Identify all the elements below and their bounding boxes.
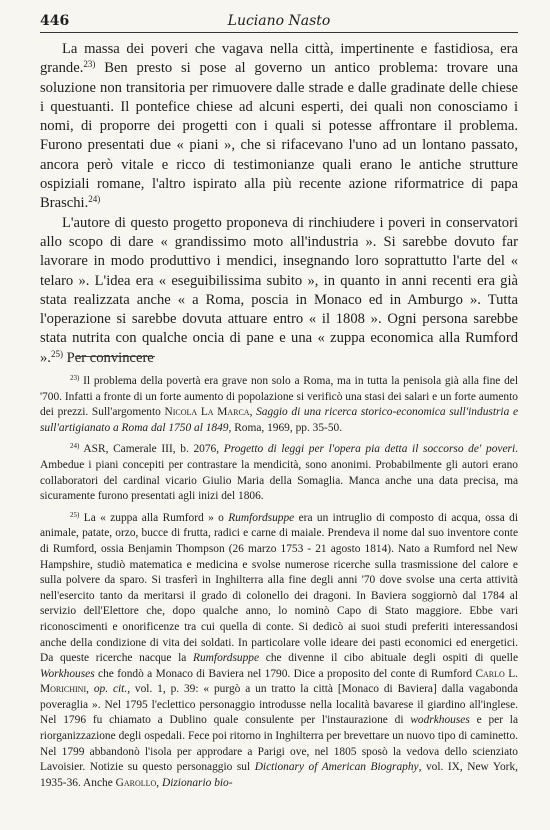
term: wodrkhouses xyxy=(410,714,470,727)
text-run: , xyxy=(86,683,94,696)
book-title: Saggio di una ricerca storico-economica sull'industria e sull'artigianato a Roma dal 1750 al 1849 xyxy=(40,406,519,434)
footnote-25 xyxy=(40,511,518,792)
text-run: . Ambedue i piani concepiti per contrastare la mendicità, sono anonimi. Probabilmente gli autori erano collaboratori del cardinal vicario Giulio Maria della Somaglia. Manca anche una data precisa, ma sicuramente furono presentati agli inizi del 1806. xyxy=(40,443,518,503)
text-run: , xyxy=(156,776,162,789)
text-run: Per convincere xyxy=(63,349,154,366)
text-run: Ben presto si pose al governo un antico problema: trovare una soluzione non transitoria per rimuovere dalle strade e dalle gradinate delle chiese i questuanti. Il pontefice chiese ad alcuni esperti, dei quali non conosciamo i nomi, di proporre dei progetti con i quali si potesse affrontare il problema. Furono presentati due « piani », che si rifacevano l'uno ad un lontano passato, ancora però vitale e ricco di testimonianze quali erano le antiche strutture ospiziali romane, l'altro ispirato alla più recente azione riformatrice di papa Braschi. xyxy=(40,60,518,212)
author-name: Garollo xyxy=(115,776,157,789)
author-name: Nicola La Marca xyxy=(164,406,250,419)
paragraph xyxy=(40,214,518,368)
text-run: , xyxy=(249,406,257,419)
text-run: La « zuppa alla Rumford » o xyxy=(79,511,229,524)
book-title: Dizionario bio- xyxy=(161,776,233,789)
text-run: , Roma, 1969, pp. 35-50. xyxy=(228,421,343,434)
footnote-number: 24) xyxy=(70,442,80,451)
text-run: Il problema della povertà era grave non solo a Roma, ma in tutta la penisola già alla fine del '700. Infatti a fronte di un forte aumento di popolazione si verificò una stasi dei salari e un forte aumento dei prezzi. Sull'argomento xyxy=(40,375,518,419)
book-title: Dictionary of American Biography xyxy=(254,761,419,774)
footnote-ref: 23) xyxy=(83,59,96,70)
term: Rumfordsuppe xyxy=(193,652,260,665)
main-text xyxy=(40,40,518,368)
footnote-23 xyxy=(40,374,518,436)
footnotes xyxy=(40,374,518,797)
running-title: Luciano Nasto xyxy=(227,13,331,29)
term: Workhouses xyxy=(40,667,95,680)
text-run: ASR, Camerale III, b. 2076, xyxy=(79,443,224,456)
text-run: , vol. IX, New York, 1935-36. Anche xyxy=(40,761,518,789)
paragraph xyxy=(40,40,518,214)
footnote-separator xyxy=(75,356,155,357)
text-run: e per la riorganizzazione degli ospedali. Fece poi ritorno in Inghilterra per brevettare un nuovo tipo di caminetto. Nel 1799 abbandonò l'isola per approdare a Parigi ove, nel 1805 sposò la vedova dello scienziato Lavoisier. Notizie su questo personaggio sul xyxy=(40,714,518,774)
document-title: Progetto di leggi per l'opera pia detta il soccorso de' poveri xyxy=(223,443,516,456)
page-number: 446 xyxy=(40,13,70,29)
footnote-number: 23) xyxy=(70,374,80,383)
footnote-ref: 24) xyxy=(88,194,101,205)
footnote-ref: 25) xyxy=(50,348,64,359)
citation: op. cit. xyxy=(93,683,128,696)
text-run: era un intruglio di composto di acqua, ossa di animale, patate, orzo, bucce di frutta, radici e carne di maiale. Prendeva il nome dal suo inventore conte di Rumford, ossia Benjamin Thompson (26 marzo 1753 - 21 agosto 1814). Nato a Rumford nel New Hampshire, studiò matematica e medicina e svolse numerose ricerche sulla trasmissione del calore e sulla polvere da sparo. Si trasferì in Inghilterra alla fine degli anni '70 dove svolse una certa attività nell'esercito tanto da meritarsi il grado di colonello dei dragoni. In Baviera soggiornò dal 1784 al servizio dell'Elettore che, dopo qualche anno, lo nominò Capo di Stato maggiore. Ebbe vari riconoscimenti e onorificenze tra cui quella di conte. Si dedicò ai suoi studi preferiti interessandosi anche della condizione di vita dei soldati. In particolare volle ideare dei pasti economici ed energetici. Da queste ricerche nacque la xyxy=(40,511,518,665)
term: Rumfordsuppe xyxy=(228,511,295,524)
text-run: che fondò a Monaco di Baviera nel 1790. Dice a proposito del conte di Rumford xyxy=(94,667,476,680)
page-header xyxy=(40,10,518,33)
text-run: che divenne il cibo abituale degli ospiti di quelle xyxy=(259,652,518,665)
footnote-24 xyxy=(40,442,518,504)
text-run: L'autore di questo progetto proponeva di rinchiudere i poveri in conservatori allo scopo di dare « grandissimo moto all'industria ». Si sarebbe dovuto far lavorare in modo produttivo i mendici, insegnando loro soprattutto l'arte del « telaro ». L'idea era « eseguibilissima subito », in quanto in anni recenti era già stata realizzata anche « a Roma, poscia in Monaco ed in Amburgo ». Tutta l'operazione si sarebbe dovuta attuare entro « il 1808 ». Ogni persona sarebbe stata nutrita con qualche oncia di pane e una « zuppa economica alla Rumford ». xyxy=(40,214,518,366)
footnote-number: 25) xyxy=(70,510,80,519)
text-run: , vol. 1, p. 39: « purgò a un tratto la città [Monaco di Baviera] dalla vagabonda poveraglia ». Nel 1795 l'eclettico personaggio introdusse nella località bavarese il giardino all'inglese. Nel 1796 fu chiamato a Dublino quale consulente per l'instaurazione di xyxy=(40,683,518,727)
author-name: Carlo L. Morichini xyxy=(40,667,518,696)
text-run: La massa dei poveri che vagava nella città, impertinente e fastidiosa, era grande. xyxy=(40,41,518,77)
